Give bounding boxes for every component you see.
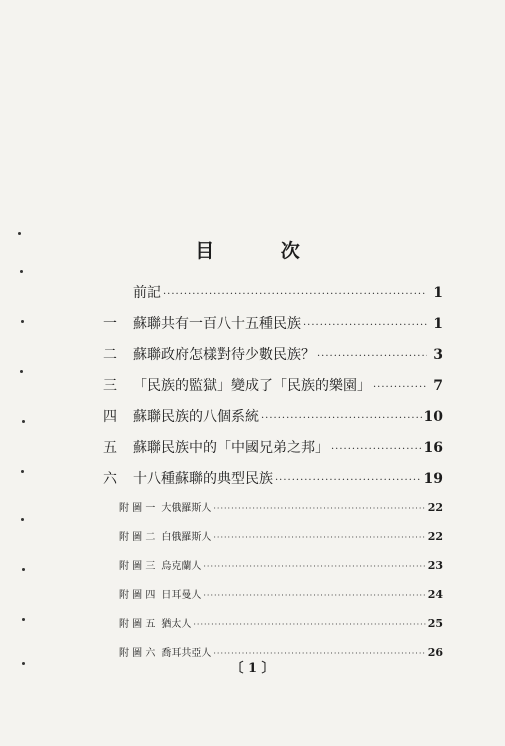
binding-hole [20, 270, 23, 273]
binding-hole [21, 320, 24, 323]
toc-entry [103, 375, 443, 406]
appendix-number: 附 圖 四 [119, 590, 156, 601]
toc-entry [103, 437, 443, 468]
toc-list [103, 282, 443, 673]
toc-entry-page: 1 [433, 316, 443, 332]
dot-leader [213, 504, 425, 513]
appendix-number: 附 圖 五 [119, 619, 156, 630]
binding-hole [21, 518, 24, 521]
dot-leader [317, 351, 427, 362]
toc-entry-number: 六 [103, 471, 117, 487]
toc-entry-page: 1 [433, 285, 443, 301]
toc-entry [103, 313, 443, 344]
dot-leader [163, 289, 427, 300]
page-number: 〔 1 〕 [230, 661, 275, 676]
appendix-title: 日耳曼人 [161, 590, 202, 601]
toc-entry-page: 16 [423, 440, 443, 456]
appendix-title: 猶太人 [161, 619, 192, 630]
appendix-title: 烏克蘭人 [161, 561, 202, 572]
dot-leader [213, 533, 425, 542]
toc-entry-page: 3 [433, 347, 443, 363]
appendix-page: 22 [427, 530, 443, 543]
dot-leader [203, 591, 425, 600]
binding-hole [22, 420, 25, 423]
toc-entry-number: 四 [103, 409, 117, 425]
toc-entry-title: 前記 [133, 285, 161, 301]
appendix-page: 24 [427, 588, 443, 601]
binding-hole [22, 662, 25, 665]
toc-title: 目 次 [195, 240, 330, 262]
toc-entry-page: 7 [433, 378, 443, 394]
appendix-page: 22 [427, 501, 443, 514]
dot-leader [193, 620, 425, 629]
appendix-title: 大俄羅斯人 [161, 503, 212, 514]
toc-entry-page: 10 [423, 409, 443, 425]
toc-entry-title: 蘇聯政府怎樣對待少數民族？ [133, 347, 315, 363]
appendix-entry [103, 615, 443, 644]
toc-entry-number: 五 [103, 440, 117, 456]
appendix-page: 26 [427, 646, 443, 659]
dot-leader [373, 382, 427, 393]
toc-entry-title: 蘇聯民族的八個系統 [133, 409, 259, 425]
binding-hole [18, 232, 21, 235]
binding-hole [20, 370, 23, 373]
toc-entry-number: 三 [103, 378, 117, 394]
appendix-entry [103, 499, 443, 528]
binding-hole [21, 470, 24, 473]
dot-leader [203, 562, 425, 571]
toc-entry-title: 「民族的監獄」變成了「民族的樂園」 [133, 378, 371, 394]
toc-entry-number: 二 [103, 347, 117, 363]
appendix-entry [103, 557, 443, 586]
appendix-number: 附 圖 三 [119, 561, 156, 572]
toc-entry-page: 19 [423, 471, 443, 487]
binding-hole [22, 568, 25, 571]
toc-entry-title: 十八種蘇聯的典型民族 [133, 471, 273, 487]
appendix-number: 附 圖 六 [119, 648, 156, 659]
appendix-entry [103, 586, 443, 615]
toc-entry [103, 406, 443, 437]
appendix-entry [103, 528, 443, 557]
appendix-number: 附 圖 一 [119, 503, 156, 514]
toc-entry-title: 蘇聯共有一百八十五種民族 [133, 316, 301, 332]
toc-entry [103, 344, 443, 375]
dot-leader [275, 475, 422, 486]
appendix-title: 喬耳共亞人 [161, 648, 212, 659]
appendix-page: 25 [427, 617, 443, 630]
appendix-title: 白俄羅斯人 [161, 532, 212, 543]
dot-leader [331, 444, 422, 455]
toc-entry-number: 一 [103, 316, 117, 332]
dot-leader [303, 320, 427, 331]
toc-entry-title: 蘇聯民族中的「中國兄弟之邦」 [133, 440, 329, 456]
binding-hole [22, 618, 25, 621]
toc-entry [103, 468, 443, 499]
appendix-page: 23 [427, 559, 443, 572]
toc-entry [103, 282, 443, 313]
dot-leader [261, 413, 422, 424]
appendix-number: 附 圖 二 [119, 532, 156, 543]
